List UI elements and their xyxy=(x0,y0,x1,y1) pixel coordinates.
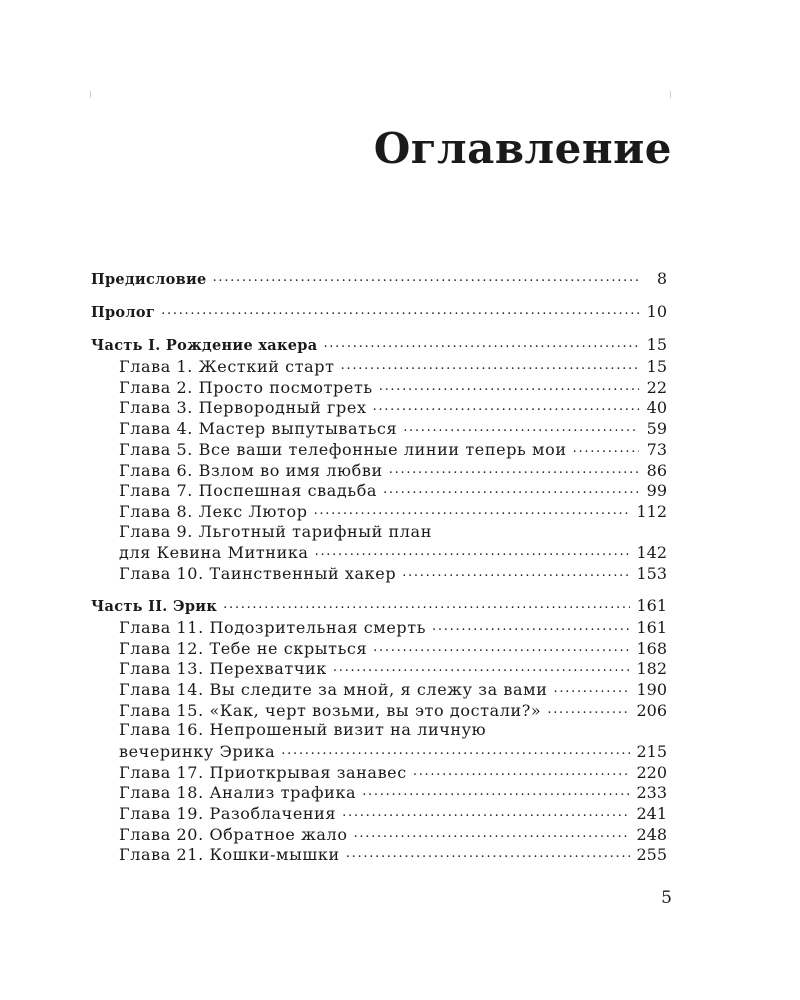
dot-leader xyxy=(346,844,631,860)
toc-entry-chapter-12 xyxy=(91,638,667,659)
toc-entry-page: 190 xyxy=(636,679,667,699)
toc-entry-page: 220 xyxy=(636,762,667,782)
toc-entry-page: 153 xyxy=(636,563,667,583)
toc-entry-page: 8 xyxy=(656,269,667,288)
dot-leader xyxy=(354,824,631,840)
toc-entry-page: 233 xyxy=(636,783,667,803)
toc-entry-chapter-10 xyxy=(91,563,667,584)
toc-entry-label: Глава 5. Все ваши телефонные линии теперь мои xyxy=(119,439,567,459)
toc-entry-page: 161 xyxy=(636,596,667,616)
toc-entry-chapter-6 xyxy=(91,460,667,481)
toc-entry-chapter-2 xyxy=(91,377,667,398)
toc-entry-label: Глава 4. Мастер выпутываться xyxy=(119,419,398,439)
toc-entry-chapter-16-line-2 xyxy=(91,741,667,762)
toc-entry-label: Глава 12. Тебе не скрыться xyxy=(119,638,368,658)
toc-entry-label: Глава 1. Жесткий старт xyxy=(119,357,335,377)
toc-entry-page: 161 xyxy=(636,617,667,637)
toc-entry-label: Глава 19. Разоблачения xyxy=(119,804,337,823)
dot-leader xyxy=(383,480,639,496)
crop-mark-right xyxy=(670,91,671,98)
toc-entry-chapter-8 xyxy=(91,501,667,522)
toc-entry-label: Глава 2. Просто посмотреть xyxy=(119,377,373,397)
toc-entry-chapter-4 xyxy=(91,418,667,439)
table-of-contents xyxy=(91,269,667,865)
dot-leader xyxy=(223,597,630,612)
dot-leader xyxy=(573,439,639,455)
toc-entry-label: Глава 20. Обратное жало xyxy=(119,824,348,844)
toc-entry-page: 142 xyxy=(636,543,667,563)
toc-entry-label: Глава 16. Непрошеный визит на личную xyxy=(119,720,487,740)
toc-entry-page: 248 xyxy=(636,824,667,844)
toc-entry-chapter-18 xyxy=(91,782,667,803)
toc-entry-label: Часть I. Рождение хакера xyxy=(91,337,318,355)
toc-entry-chapter-9-line-2 xyxy=(91,542,667,563)
toc-entry-page: 241 xyxy=(636,804,667,823)
toc-entry-label: вечеринку Эрика xyxy=(119,741,276,761)
toc-entry-page: 215 xyxy=(636,741,667,761)
dot-leader xyxy=(342,803,630,819)
toc-entry-label: Глава 14. Вы следите за мной, я слежу за вами xyxy=(119,679,548,699)
toc-entry-page: 99 xyxy=(646,481,667,501)
toc-entry-label: Глава 15. «Как, черт возьми, вы это достали?» xyxy=(119,700,542,720)
dot-leader xyxy=(403,418,639,434)
dot-leader xyxy=(341,356,639,372)
toc-entry-page: 22 xyxy=(646,377,667,397)
toc-entry-preface xyxy=(91,269,667,290)
toc-entry-label: Глава 21. Кошки-мышки xyxy=(119,845,340,865)
toc-entry-chapter-9-line-1 xyxy=(91,522,667,543)
dot-leader xyxy=(413,762,631,778)
toc-entry-part-2 xyxy=(91,596,667,617)
dot-leader xyxy=(314,501,631,517)
toc-entry-chapter-15 xyxy=(91,700,667,721)
dot-leader xyxy=(373,397,639,413)
toc-entry-page: 40 xyxy=(646,398,667,418)
toc-entry-page: 86 xyxy=(646,460,667,480)
toc-entry-chapter-7 xyxy=(91,480,667,501)
dot-leader xyxy=(161,303,639,318)
toc-entry-chapter-19 xyxy=(91,803,667,824)
toc-entry-prologue xyxy=(91,302,667,323)
dot-leader xyxy=(553,679,630,695)
toc-entry-label: Глава 17. Приоткрывая занавес xyxy=(119,762,407,782)
dot-leader xyxy=(432,617,630,633)
toc-entry-chapter-16-line-1 xyxy=(91,720,667,741)
toc-entry-page: 206 xyxy=(636,700,667,720)
toc-entry-page: 73 xyxy=(646,439,667,459)
dot-leader xyxy=(323,336,639,351)
toc-entry-chapter-20 xyxy=(91,824,667,845)
toc-entry-page: 10 xyxy=(646,302,667,322)
toc-entry-chapter-17 xyxy=(91,762,667,783)
toc-entry-chapter-5 xyxy=(91,439,667,460)
toc-entry-label: Глава 11. Подозрительная смерть xyxy=(119,617,427,637)
toc-entry-label: Глава 7. Поспешная свадьба xyxy=(119,481,378,501)
toc-entry-label: Глава 3. Первородный грех xyxy=(119,398,367,418)
dot-leader xyxy=(213,270,639,285)
dot-leader xyxy=(373,638,630,654)
dot-leader xyxy=(389,460,639,476)
toc-entry-chapter-21 xyxy=(91,844,667,865)
toc-entry-label: Часть II. Эрик xyxy=(91,598,218,616)
dot-leader xyxy=(379,377,639,393)
dot-leader xyxy=(315,542,631,558)
toc-entry-page: 15 xyxy=(646,335,667,355)
toc-entry-label: Предисловие xyxy=(91,271,207,288)
toc-entry-part-1 xyxy=(91,335,667,356)
toc-entry-chapter-11 xyxy=(91,617,667,638)
page-number: 5 xyxy=(661,888,672,908)
toc-entry-label: для Кевина Митника xyxy=(119,543,309,563)
dot-leader xyxy=(547,700,630,716)
toc-entry-label: Глава 13. Перехватчик xyxy=(119,659,327,679)
toc-entry-label: Пролог xyxy=(91,304,156,322)
toc-entry-label: Глава 10. Таинственный хакер xyxy=(119,563,397,583)
toc-entry-label: Глава 9. Льготный тарифный план xyxy=(119,521,432,541)
dot-leader xyxy=(402,563,630,579)
toc-entry-page: 255 xyxy=(636,845,667,865)
toc-entry-page: 15 xyxy=(646,357,667,377)
toc-entry-page: 168 xyxy=(636,638,667,658)
dot-leader xyxy=(362,782,630,798)
toc-entry-chapter-14 xyxy=(91,679,667,700)
toc-entry-label: Глава 18. Анализ трафика xyxy=(119,783,357,803)
toc-entry-chapter-1 xyxy=(91,356,667,377)
toc-entry-label: Глава 8. Лекс Лютор xyxy=(119,501,308,521)
dot-leader xyxy=(281,741,630,757)
toc-entry-chapter-13 xyxy=(91,658,667,679)
page-title: Оглавление xyxy=(373,124,672,173)
toc-entry-page: 59 xyxy=(646,419,667,439)
toc-entry-page: 182 xyxy=(636,659,667,679)
crop-mark-left xyxy=(90,91,91,98)
toc-entry-label: Глава 6. Взлом во имя любви xyxy=(119,460,383,480)
dot-leader xyxy=(333,658,631,674)
toc-entry-chapter-3 xyxy=(91,397,667,418)
toc-entry-page: 112 xyxy=(636,501,667,521)
